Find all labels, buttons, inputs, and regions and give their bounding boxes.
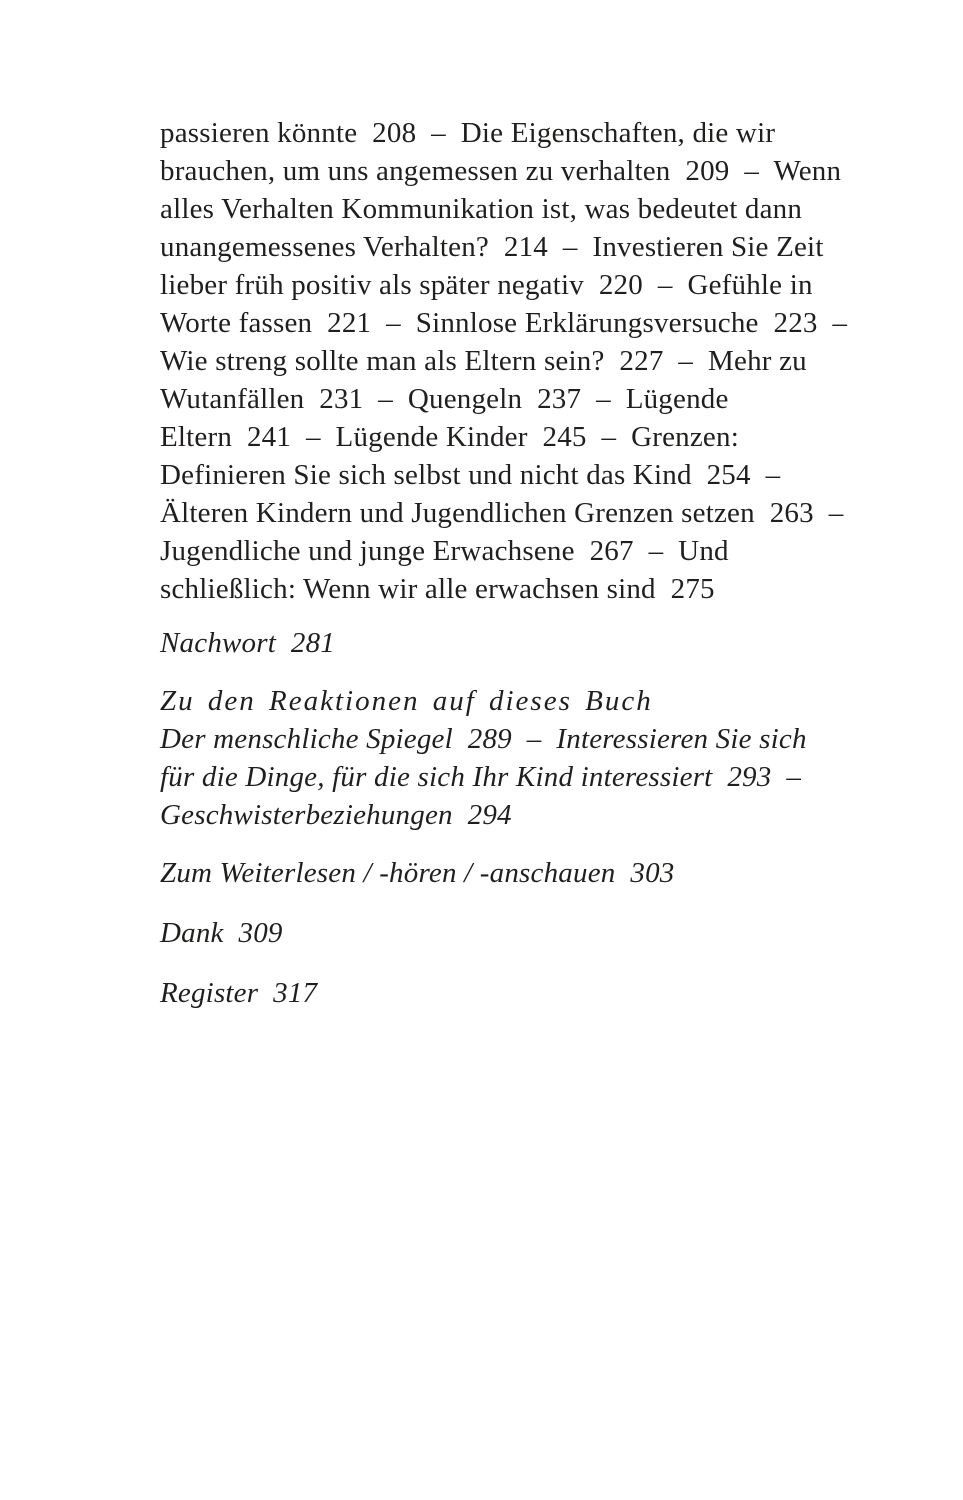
toc-line: Dank 309 xyxy=(160,917,283,949)
toc-weiterlesen-entry xyxy=(160,854,920,892)
toc-line: Nachwort 281 xyxy=(160,627,335,659)
toc-line: für die Dinge, für die sich Ihr Kind interessiert 293 – xyxy=(160,761,802,793)
toc-line: passieren könnte 208 – Die Eigenschaften, die wir xyxy=(160,117,776,149)
toc-line: lieber früh positiv als später negativ 220 – Gefühle in xyxy=(160,269,813,301)
toc-line: alles Verhalten Kommunikation ist, was bedeutet dann xyxy=(160,193,803,225)
toc-line: Register 317 xyxy=(160,977,318,1009)
toc-line: Eltern 241 – Lügende Kinder 245 – Grenzen: xyxy=(160,421,739,453)
toc-dank-entry xyxy=(160,914,920,952)
toc-reaktionen-section xyxy=(160,682,920,834)
toc-text-block xyxy=(160,114,920,1012)
toc-line: schließlich: Wenn wir alle erwachsen sind 275 xyxy=(160,573,715,605)
toc-section-heading: Zu den Reaktionen auf dieses Buch xyxy=(160,685,653,717)
toc-line: Wie streng sollte man als Eltern sein? 227 – Mehr zu xyxy=(160,345,807,377)
toc-register-entry xyxy=(160,974,920,1012)
toc-line: brauchen, um uns angemessen zu verhalten 209 – Wenn xyxy=(160,155,842,187)
toc-nachwort-entry xyxy=(160,624,920,662)
toc-line: Geschwisterbeziehungen 294 xyxy=(160,799,512,831)
toc-line: Zum Weiterlesen / -hören / -anschauen 303 xyxy=(160,857,675,889)
toc-line: Wutanfällen 231 – Quengeln 237 – Lügende xyxy=(160,383,729,415)
toc-line: Der menschliche Spiegel 289 – Interessieren Sie sich xyxy=(160,723,807,755)
toc-line: Worte fassen 221 – Sinnlose Erklärungsversuche 223 – xyxy=(160,307,848,339)
toc-line: Älteren Kindern und Jugendlichen Grenzen setzen 263 – xyxy=(160,497,844,529)
toc-line: Jugendliche und junge Erwachsene 267 – Und xyxy=(160,535,729,567)
toc-line: Definieren Sie sich selbst und nicht das Kind 254 – xyxy=(160,459,781,491)
toc-line: unangemessenes Verhalten? 214 – Investieren Sie Zeit xyxy=(160,231,824,263)
toc-chapter-entries xyxy=(160,114,920,608)
